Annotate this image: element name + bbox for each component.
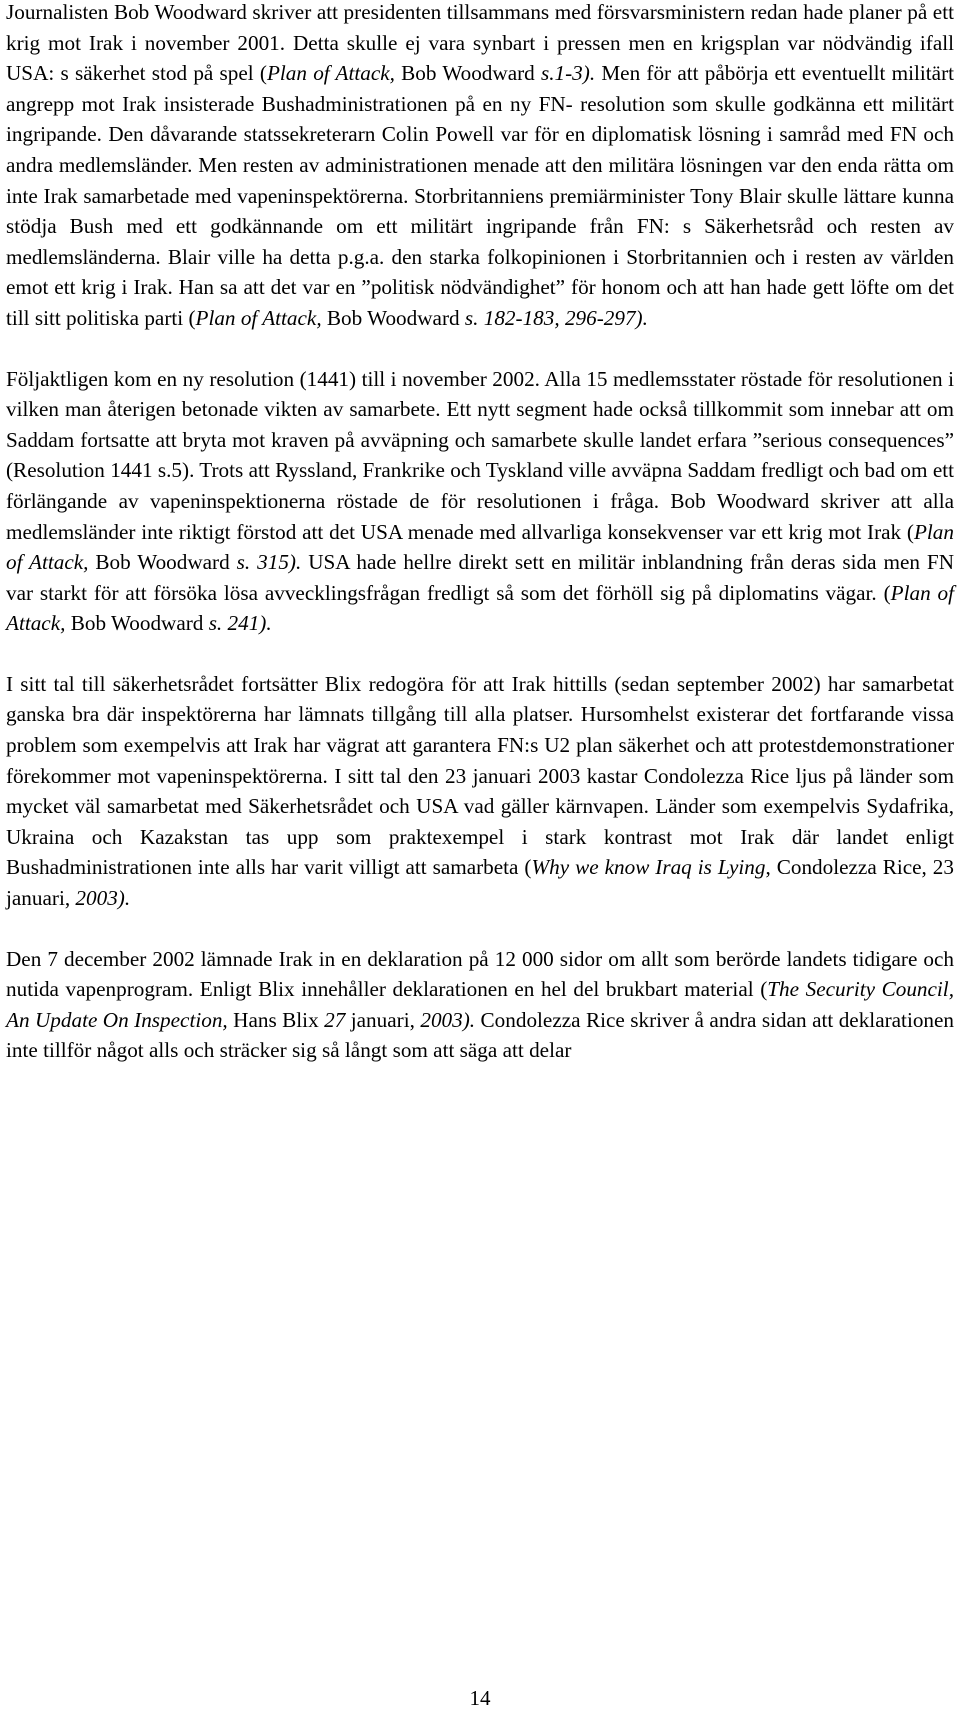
paragraph-resolution-1441 — [6, 364, 954, 639]
text-run: Journalisten Bob Woodward skriver att presidenten tillsammans med försvarsministern redan hade planer på ett krig mot Irak i november 2001. Detta skulle ej vara synbart i pressen men en krigsplan var nödvändig ifall USA: s säkerhet stod på spel ( — [6, 0, 954, 86]
text-run: Den 7 december 2002 lämnade Irak in en deklaration på 12 000 sidor om allt som berörde landets tidigare och nutida vapenprogram. Enligt Blix innehåller deklarationen en hel del brukbart material ( — [6, 946, 954, 1002]
italic-text-run: s. 315). — [236, 550, 302, 575]
italic-text-run: Plan of Attack, — [266, 61, 395, 86]
italic-text-run: s. 182-183, 296-297). — [464, 305, 648, 330]
italic-text-run: Plan of Attack, — [6, 519, 954, 575]
paragraph-blix-speech — [6, 669, 954, 914]
italic-text-run: Plan of Attack, — [6, 580, 954, 636]
text-run: Men för att påbörja ett eventuellt militärt angrepp mot Irak insisterade Bushadministrationen på en ny FN- resolution som skulle godkänna ett militärt ingripande. Den dåvarande statssekreterarn Colin Powell var för en diplomatisk lösning i samråd med FN och andra medlemsländer. Men resten av administrationen menade att den militära lösningen var den enda rätta om inte Irak samarbetade med vapeninspektörerna. Storbritanniens premiärminister Tony Blair skulle lättare kunna stödja Bush med ett godkännande om ett militärt ingripande från FN: s Säkerhetsråd och resten av medlemsländerna. Blair ville ha detta p.g.a. den starka folkopinionen i Storbritannien och i resten av världen emot ett krig i Irak. Han sa att det var en ”politisk nödvändighet” för honom och att han hade gett löfte om det till sitt politiska parti ( — [6, 61, 955, 330]
text-run: januari, — [345, 1007, 421, 1032]
text-run: Bob Woodward — [65, 611, 209, 636]
text-run: USA hade hellre direkt sett en militär inblandning från deras sida men FN var starkt för att försöka lösa avvecklingsfrågan fredligt så som det förhöll sig på diplomatins vägar. ( — [6, 550, 954, 605]
italic-text-run: Why we know Iraq is Lying — [531, 855, 766, 880]
italic-text-run: 2003). — [420, 1007, 476, 1032]
paragraph-woodward-war-plans — [6, 0, 954, 334]
text-run: , Condolezza Rice, 23 januari, — [6, 855, 954, 911]
italic-text-run: 2003). — [75, 886, 131, 911]
text-run: I sitt tal till säkerhetsrådet fortsätter Blix redogöra för att Irak hittills (sedan september 2002) har samarbetat ganska bra där inspektörerna har lämnats tillgång till alla platser. Hursomhelst existerar det fortfarande vissa problem som exempelvis att Irak har vägrat att garantera FN:s U2 plan säkerhet och att protestdemonstrationer förekommer mot vapeninspektörerna. I sitt tal den 23 januari 2003 kastar Condolezza Rice ljus på länder som mycket väl samarbetat med Säkerhetsrådet och USA vad gäller kärnvapen. Länder som exempelvis Sydafrika, Ukraina och Kazakstan tas upp som praktexempel i stark kontrast mot Irak där landet enligt Bushadministrationen inte alls har varit villigt att samarbeta ( — [6, 671, 954, 880]
text-run: Följaktligen kom en ny resolution (1441) till i november 2002. Alla 15 medlemsstater röstade för resolutionen i vilken man återigen betonade vikten av samarbete. Ett nytt segment hade också tillkommit som innebar att om Saddam fortsatte att bryta mot kraven på avväpning och samarbete skulle landet erfara ”serious consequences” (Resolution 1441 s.5). Trots att Ryssland, Frankrike och Tyskland ville avväpna Saddam fredligt och bad om ett förlängande av vapeninspektionerna röstade de för resolutionen i fråga. Bob Woodward skriver att alla medlemsländer inte riktigt förstod att det USA menade med allvarliga konsekvenser var ett krig mot Irak ( — [6, 366, 954, 544]
italic-text-run: s. 241). — [208, 611, 272, 636]
text-run: Condolezza Rice skriver å andra sidan att deklarationen inte tillför något alls och sträcker sig så långt som att säga att delar — [6, 1007, 955, 1063]
page-number: 14 — [469, 1686, 491, 1710]
text-run: Bob Woodward — [321, 305, 465, 330]
italic-text-run: 27 — [324, 1007, 346, 1032]
text-run: Bob Woodward — [88, 550, 237, 575]
italic-text-run: s.1-3). — [540, 61, 596, 86]
text-run: Hans Blix — [227, 1007, 325, 1032]
document-page — [6, 0, 954, 1066]
italic-text-run: The Security Council, An Update On Inspection, — [6, 977, 954, 1032]
italic-text-run: Plan of Attack, — [195, 305, 322, 330]
paragraph-iraq-declaration — [6, 944, 954, 1066]
text-run: Bob Woodward — [394, 61, 541, 86]
